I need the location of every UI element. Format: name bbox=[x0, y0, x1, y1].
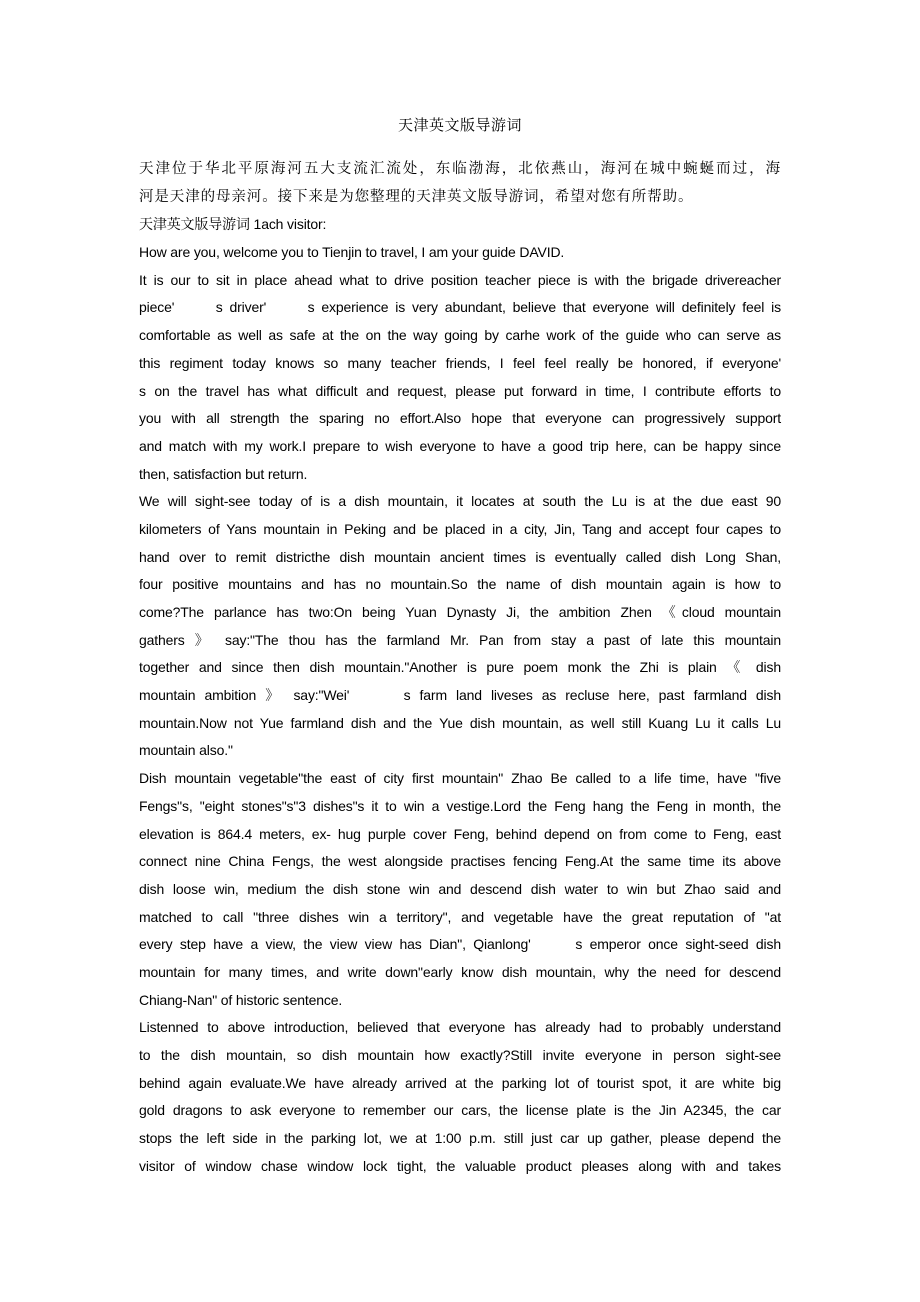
paragraph-line: connect nine China Fengs, the west alongside practises fencing Feng.At the same time its above bbox=[139, 853, 781, 870]
paragraph-line: Fengs"s, "eight stones"s"3 dishes"s it to win a vestige.Lord the Feng hang the Feng in month, the bbox=[139, 797, 781, 814]
section-heading bbox=[139, 211, 781, 239]
paragraph-line: It is our to sit in place ahead what to drive position teacher piece is with the brigade drivereacher bbox=[139, 271, 781, 288]
body-paragraph bbox=[139, 488, 781, 765]
paragraph-line: to the dish mountain, so dish mountain how exactly?Still invite everyone in person sight-see bbox=[139, 1047, 781, 1063]
paragraph-line: come?The parlance has two:On being Yuan Dynasty Ji, the ambition Zhen 《cloud mountain bbox=[139, 604, 781, 620]
intro-line: 天津位于华北平原海河五大支流汇流处，东临渤海，北依燕山，海河在城中蜿蜒而过，海 bbox=[139, 161, 781, 177]
paragraph-line: visitor of window chase window lock tight, the valuable product pleases along with and takes bbox=[139, 1157, 781, 1174]
paragraph-line: mountain also." bbox=[139, 742, 233, 759]
document-body bbox=[139, 156, 781, 1180]
section-heading-line bbox=[139, 211, 781, 239]
intro-paragraph bbox=[139, 156, 781, 211]
paragraph-line: every step have a view, the view view has Dian", Qianlong' s emperor once sight-seed dish bbox=[139, 936, 781, 953]
paragraph-line: and match with my work.I prepare to wish everyone to have a good trip here, can be happy since bbox=[139, 437, 781, 454]
paragraph-line: then, satisfaction but return. bbox=[139, 465, 308, 482]
paragraph-line: Dish mountain vegetable"the east of city first mountain" Zhao Be called to a life time, have "five bbox=[139, 770, 781, 787]
body-paragraph bbox=[139, 765, 781, 1014]
section-heading-latin: 1ach visitor: bbox=[249, 216, 327, 233]
paragraph-line: How are you, welcome you to Tienjin to travel, I am your guide DAVID. bbox=[139, 244, 565, 261]
paragraph-line: We will sight-see today of is a dish mountain, it locates at south the Lu is at the due east 90 bbox=[139, 493, 781, 510]
paragraph-line: Chiang-Nan" of historic sentence. bbox=[139, 991, 343, 1008]
paragraph-line: four positive mountains and has no mountain.So the name of dish mountain again is how to bbox=[139, 576, 781, 593]
paragraph-line: kilometers of Yans mountain in Peking and be placed in a city, Jin, Tang and accept four capes to bbox=[139, 520, 781, 537]
paragraph-line: matched to call "three dishes win a territory", and vegetable have the great reputation of "at bbox=[139, 908, 781, 925]
section-heading-cjk: 天津英文版导游词 bbox=[139, 217, 250, 234]
paragraph-line: hand over to remit districthe dish mountain ancient times is eventually called dish Long Shan, bbox=[139, 548, 781, 565]
document-title: 天津英文版导游词 bbox=[397, 116, 522, 134]
paragraph-line: behind again evaluate.We have already arrived at the parking lot of tourist spot, it are white big bbox=[139, 1074, 781, 1091]
paragraph-line: elevation is 864.4 meters, ex- hug purple cover Feng, behind depend on from come to Feng, east bbox=[139, 825, 781, 842]
paragraph-line: comfortable as well as safe at the on the way going by carhe work of the guide who can serve as bbox=[139, 327, 781, 344]
paragraph-line: stops the left side in the parking lot, we at 1:00 p.m. still just car up gather, please depend the bbox=[139, 1130, 781, 1147]
paragraph-line: dish loose win, medium the dish stone win and descend dish water to win but Zhao said and bbox=[139, 880, 781, 897]
body-paragraphs bbox=[139, 239, 781, 1180]
paragraph-line: s on the travel has what difficult and request, please put forward in time, I contribute efforts to bbox=[139, 382, 781, 399]
intro-line: 河是天津的母亲河。接下来是为您整理的天津英文版导游词，希望对您有所帮助。 bbox=[139, 188, 694, 205]
body-paragraph bbox=[139, 1014, 781, 1180]
paragraph-line: together and since then dish mountain."Another is pure poem monk the Zhi is plain 《 dish bbox=[139, 659, 781, 676]
paragraph-line: mountain for many times, and write down"early know dish mountain, why the need for descend bbox=[139, 963, 781, 980]
paragraph-line: piece' s driver' s experience is very abundant, believe that everyone will definitely feel is bbox=[139, 299, 781, 316]
paragraph-line: you with all strength the sparing no effort.Also hope that everyone can progressively support bbox=[139, 410, 781, 427]
paragraph-line: mountain ambition 》 say:"Wei' s farm land liveses as recluse here, past farmland dish bbox=[139, 687, 781, 704]
paragraph-line: this regiment today knows so many teacher friends, I feel feel really be honored, if everyone' bbox=[139, 354, 781, 371]
body-paragraph bbox=[139, 267, 781, 489]
body-paragraph bbox=[139, 239, 781, 267]
paragraph-line: gold dragons to ask everyone to remember our cars, the license plate is the Jin A2345, the car bbox=[139, 1102, 781, 1119]
paragraph-line: Listenned to above introduction, believed that everyone has already had to probably understand bbox=[139, 1019, 781, 1036]
paragraph-line: gathers 》 say:"The thou has the farmland Mr. Pan from stay a past of late this mountain bbox=[139, 631, 781, 648]
paragraph-line: mountain.Now not Yue farmland dish and the Yue dish mountain, as well still Kuang Lu it calls Lu bbox=[139, 714, 781, 731]
